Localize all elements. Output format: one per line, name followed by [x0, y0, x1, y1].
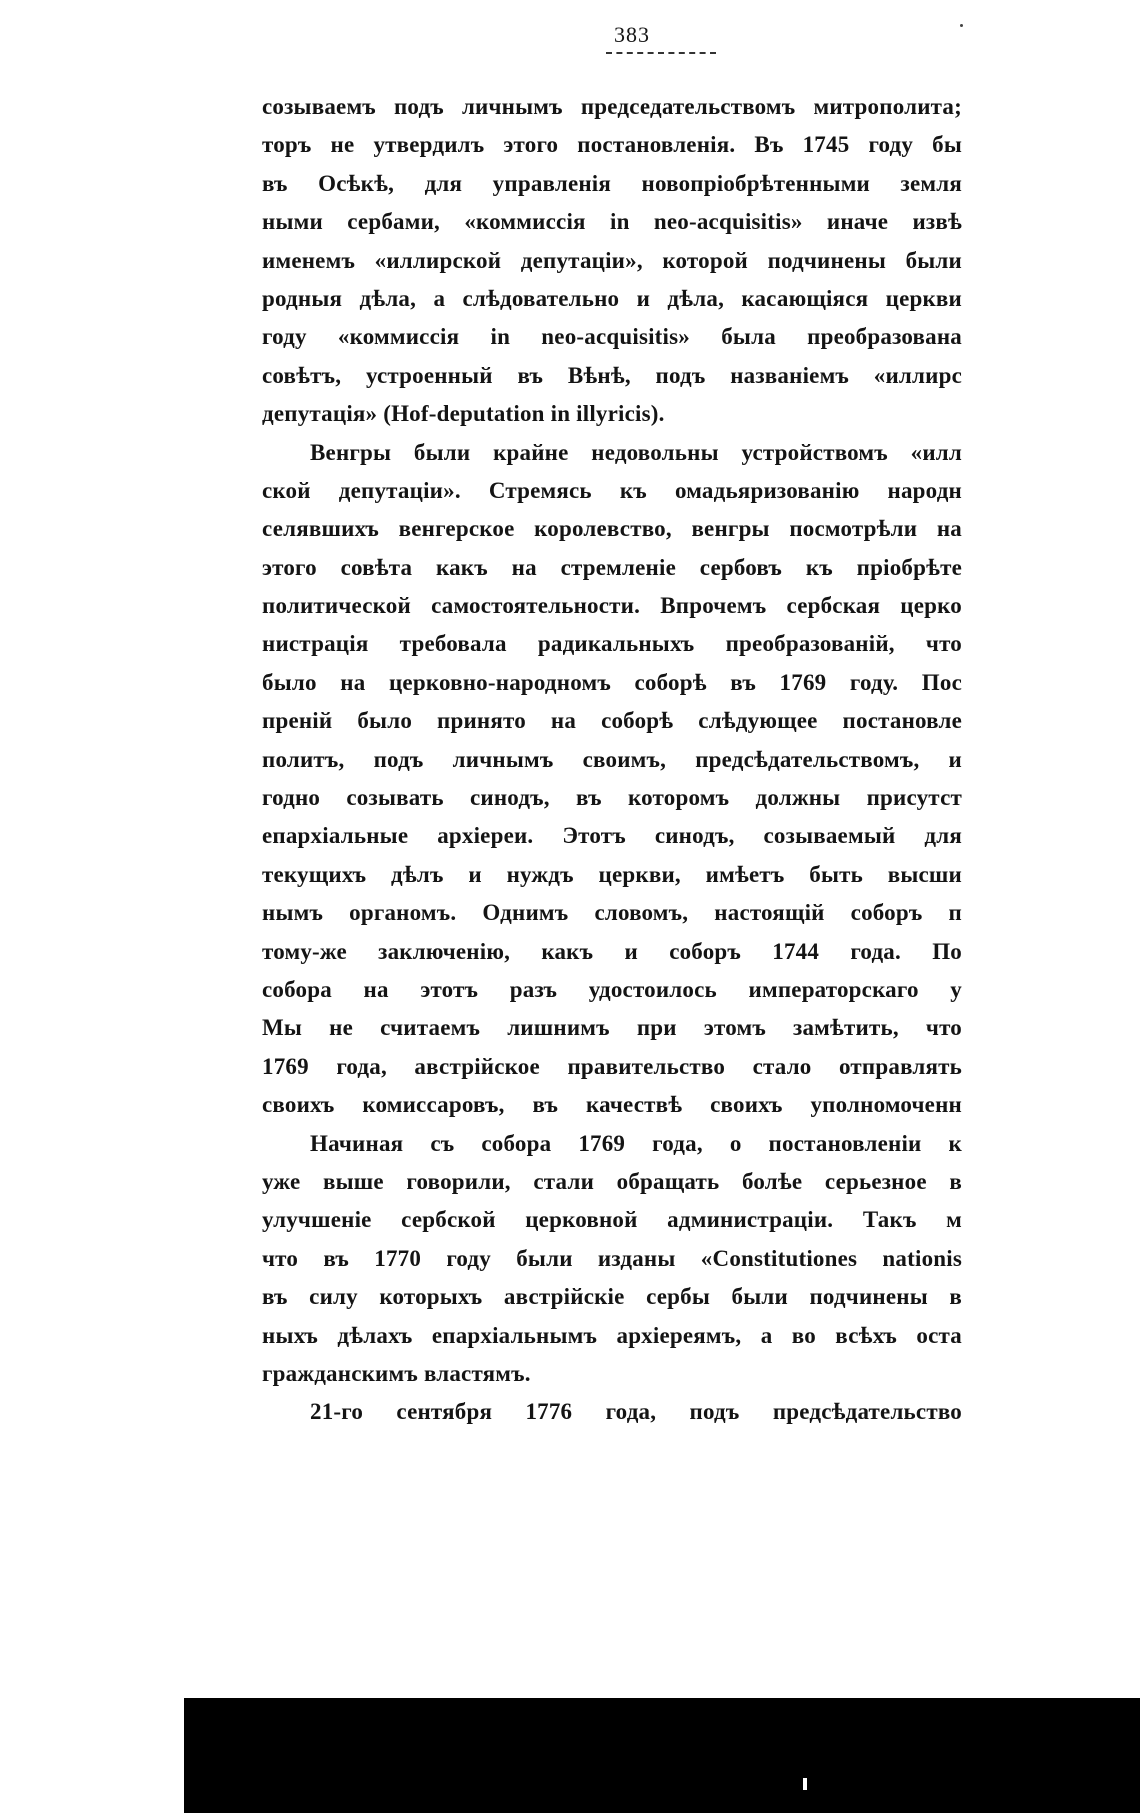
text-line: депутація» (Hof-deputation in illyricis).: [262, 401, 665, 427]
text-line: нымъ органомъ. Однимъ словомъ, настоящій соборъ п: [262, 900, 962, 926]
text-line: именемъ «иллирской депутаціи», которой подчинены были: [262, 247, 962, 273]
text-line: уже выше говорили, стали обращать болѣе серьезное в: [262, 1168, 962, 1194]
text-line: политъ, подъ личнымъ своимъ, предсѣдательствомъ, и: [262, 746, 962, 772]
text-line: году «коммиссія in neo-acquisitis» была преобразована: [262, 324, 962, 350]
text-line: ской депутаціи». Стремясь къ омадьяризованію народн: [262, 477, 962, 503]
page-number-underline: [606, 52, 716, 54]
scan-mark: [803, 1778, 807, 1790]
text-line: тому-же заключенію, какъ и соборъ 1744 года. По: [262, 938, 962, 964]
page-number: [614, 22, 734, 48]
body-text: [262, 88, 962, 1432]
text-line: собора на этотъ разъ удостоилось императорскаго у: [262, 976, 962, 1002]
text-line: ныхъ дѣлахъ епархіальнымъ архіереямъ, а во всѣхъ оста: [262, 1322, 962, 1348]
scan-speck: [960, 24, 963, 27]
text-line: преній было принято на соборѣ слѣдующее постановле: [262, 708, 962, 734]
text-line: 21-го сентября 1776 года, подъ предсѣдательство: [310, 1399, 962, 1425]
text-line: нистрація требовала радикальныхъ преобразованій, что: [262, 631, 962, 657]
text-line: въ силу которыхъ австрійскіе сербы были подчинены в: [262, 1284, 962, 1310]
text-line: было на церковно-народномъ соборѣ въ 1769 году. Пос: [262, 669, 962, 695]
text-line: своихъ комиссаровъ, въ качествѣ своихъ уполномоченн: [262, 1092, 962, 1118]
text-line: политической самостоятельности. Впрочемъ сербская церко: [262, 593, 962, 619]
text-line: созываемъ подъ личнымъ председательствомъ митрополита;: [262, 94, 962, 119]
text-line: совѣтъ, устроенный въ Вѣнѣ, подъ названіемъ «иллирс: [262, 362, 962, 388]
text-line: этого совѣта какъ на стремленіе сербовъ къ пріобрѣте: [262, 554, 962, 580]
text-line: селявшихъ венгерское королевство, венгры посмотрѣли на: [262, 516, 962, 542]
text-line: годно созывать синодъ, въ которомъ должны присутст: [262, 785, 962, 811]
text-line: гражданскимъ властямъ.: [262, 1360, 531, 1386]
text-line: въ Осѣкѣ, для управленія новопріобрѣтенными земля: [262, 170, 962, 196]
page-number-text: 383: [614, 22, 650, 47]
text-line: Венгры были крайне недовольны устройствомъ «илл: [310, 439, 962, 465]
text-line: 1769 года, австрійское правительство стало отправлять: [262, 1053, 962, 1079]
text-line: Мы не считаемъ лишнимъ при этомъ замѣтить, что: [262, 1015, 962, 1041]
text-line: что въ 1770 году были изданы «Constitutiones nationis: [262, 1245, 962, 1271]
text-line: родныя дѣла, а слѣдовательно и дѣла, касающіяся церкви: [262, 285, 962, 311]
scan-border-black: [184, 1698, 1140, 1813]
text-line: ными сербами, «коммиссія in neo-acquisitis» иначе извѣ: [262, 209, 962, 235]
text-line: улучшеніе сербской церковной администраціи. Такъ м: [262, 1207, 962, 1233]
text-line: текущихъ дѣлъ и нуждъ церкви, имѣетъ быть высши: [262, 861, 962, 887]
text-line: Начиная съ собора 1769 года, о постановленіи к: [310, 1130, 962, 1156]
text-line: торъ не утвердилъ этого постановленія. Въ 1745 году бы: [262, 132, 962, 158]
text-line: епархіальные архіереи. Этотъ синодъ, созываемый для: [262, 823, 962, 849]
